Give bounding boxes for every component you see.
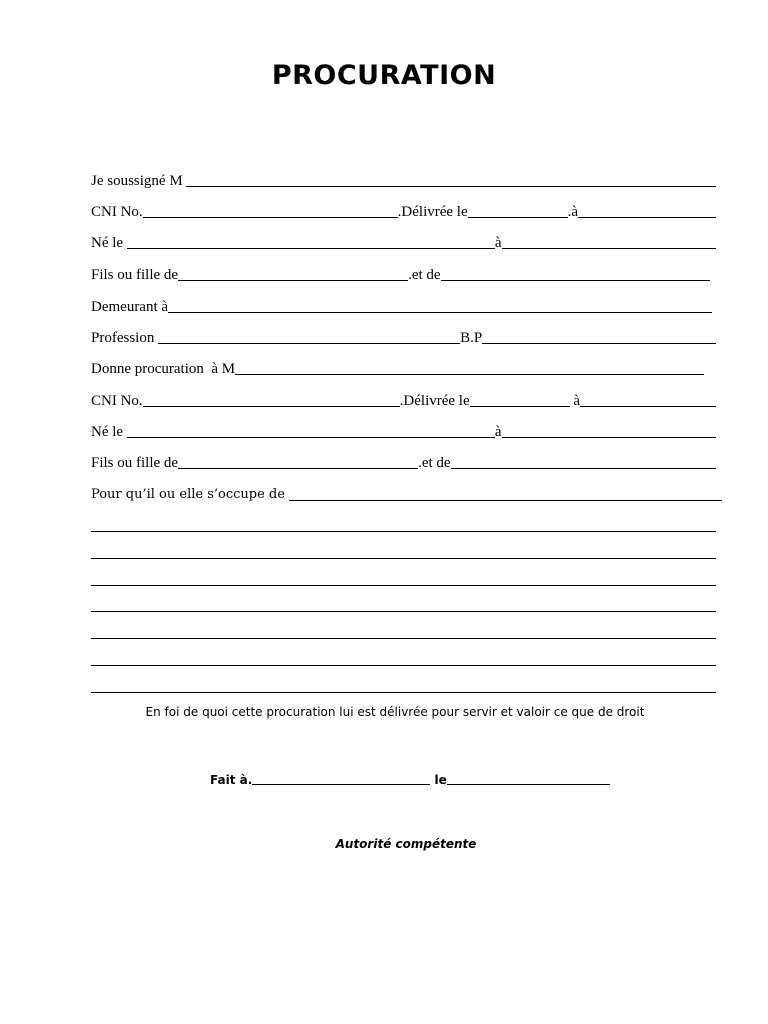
blank-bp[interactable] <box>482 343 716 344</box>
row-ne-2 <box>91 421 716 441</box>
blank-delivree-1-date[interactable] <box>468 217 568 218</box>
writing-line[interactable] <box>91 692 716 693</box>
label-et-1: .et de <box>408 267 441 283</box>
label-cni-2: CNI No. <box>91 393 143 409</box>
blank-ne-2-date[interactable] <box>127 437 495 438</box>
label-soussigne: Je soussigné M <box>91 173 187 189</box>
label-demeurant: Demeurant à <box>91 299 169 315</box>
blank-et-1-mother[interactable] <box>441 280 710 281</box>
signature-place-date-row <box>210 770 610 788</box>
blank-ne-1-place[interactable] <box>502 248 717 249</box>
label-occupe: Pour qu’il ou elle s’occupe de <box>91 487 290 502</box>
label-ne-1: Né le <box>91 235 127 251</box>
blank-fait-place[interactable] <box>252 784 430 785</box>
blank-a-2-place[interactable] <box>580 406 716 407</box>
blank-donne-name[interactable] <box>235 374 704 375</box>
row-fils-2 <box>91 452 716 472</box>
label-fait-a: Fait à. <box>210 773 253 787</box>
label-a-1: .à <box>567 204 579 220</box>
authority-signature-label: Autorité compétente <box>335 837 477 851</box>
writing-line[interactable] <box>91 611 716 612</box>
blank-a-1-place[interactable] <box>578 217 716 218</box>
writing-line[interactable] <box>91 638 716 639</box>
writing-line[interactable] <box>91 585 716 586</box>
blank-demeurant-address[interactable] <box>168 312 712 313</box>
blank-occupe-task[interactable] <box>289 500 722 501</box>
label-cni-1: CNI No. <box>91 204 143 220</box>
blank-ne-1-date[interactable] <box>127 248 495 249</box>
row-occupe <box>91 484 722 504</box>
blank-cni-1-number[interactable] <box>143 217 398 218</box>
label-ne-2-a: à <box>494 424 502 440</box>
blank-ne-2-place[interactable] <box>502 437 717 438</box>
blank-fils-1-father[interactable] <box>178 280 408 281</box>
row-donne <box>91 358 716 378</box>
writing-line[interactable] <box>91 531 716 532</box>
blank-profession[interactable] <box>158 343 460 344</box>
row-cni-1 <box>91 201 716 221</box>
blank-delivree-2-date[interactable] <box>470 406 570 407</box>
label-donne: Donne procuration à M <box>91 361 236 377</box>
label-bp: B.P <box>460 330 483 346</box>
label-fils-1: Fils ou fille de <box>91 267 179 283</box>
label-a-2: à <box>569 393 581 409</box>
blank-le-date[interactable] <box>447 784 610 785</box>
blank-fils-2-father[interactable] <box>178 468 418 469</box>
label-delivree-1: .Délivrée le <box>397 204 468 220</box>
row-ne-1 <box>91 232 716 252</box>
blank-et-2-mother[interactable] <box>451 468 716 469</box>
label-delivree-2: .Délivrée le <box>399 393 470 409</box>
label-et-2: .et de <box>418 455 451 471</box>
row-demeurant <box>91 296 716 316</box>
row-cni-2 <box>91 390 716 410</box>
blank-soussigne-name[interactable] <box>186 186 716 187</box>
label-le: le <box>430 773 447 787</box>
label-ne-2: Né le <box>91 424 127 440</box>
blank-cni-2-number[interactable] <box>143 406 400 407</box>
label-ne-1-a: à <box>494 235 502 251</box>
closing-statement: En foi de quoi cette procuration lui est délivrée pour servir et valoir ce que de droit <box>145 705 645 719</box>
writing-line[interactable] <box>91 558 716 559</box>
row-profession <box>91 327 716 347</box>
label-fils-2: Fils ou fille de <box>91 455 179 471</box>
document-title: PROCURATION <box>271 60 497 91</box>
row-fils-1 <box>91 264 716 284</box>
writing-line[interactable] <box>91 665 716 666</box>
row-soussigne <box>91 170 716 190</box>
label-profession: Profession <box>91 330 159 346</box>
